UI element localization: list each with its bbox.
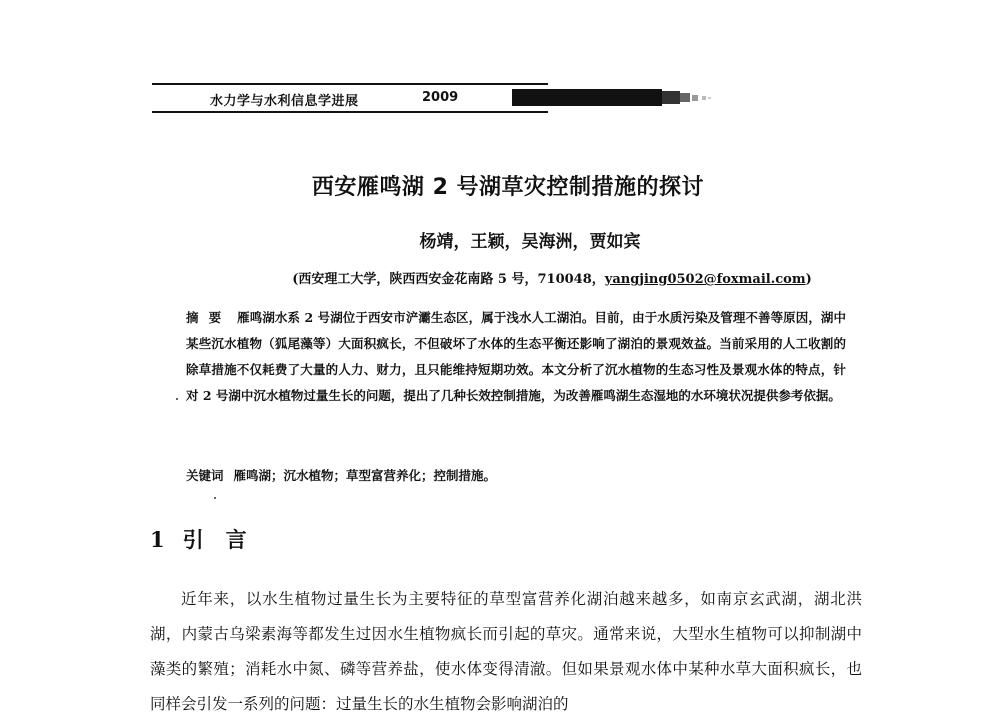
author-list-text: 杨靖，王颖，吴海洲，贾如宾 [419,232,641,252]
redacted-mark [512,86,712,108]
scan-speck [176,398,178,400]
section-heading [150,524,269,554]
body-paragraph: 近年来，以水生植物过量生长为主要特征的草型富营养化湖泊越来越多，如南京玄武湖，湖北洪湖，内蒙古乌梁素海等都发生过因水生植物疯长而引起的草灾。通常来说，大型水生植物可以抑制湖中藻类的繁殖；消耗水中氮、磷等营养盐，使水体变得清澈。但如果景观水体中某种水草大面积疯长，也同样会引发一系列的问题：过量生长的水生植物会影响湖泊的 [150,590,862,713]
keywords-text: 雁鸣湖；沉水植物；草型富营养化；控制措施。 [233,468,497,483]
keywords-label: 关键词 [186,468,224,483]
paper-title-text: 西安雁鸣湖 2 号湖草灾控制措施的探讨 [311,175,705,200]
abstract [186,305,846,409]
author-email: yangjing0502@foxmail.com [604,272,806,287]
paper-title [0,170,1000,201]
affiliation [0,268,1000,287]
scan-speck [214,497,216,499]
section-title: 引言 [182,527,269,552]
journal-year: 2009 [422,90,459,105]
header-rule-bottom [152,111,548,113]
keywords [186,466,496,484]
affiliation-text: (西安理工大学，陕西西安金花南路 5 号，710048， [292,272,605,287]
author-list [0,227,1000,252]
affiliation-line [266,272,812,287]
header-rule-top [152,83,548,85]
section-number: 1 [150,527,165,552]
abstract-text: 雁鸣湖水系 2 号湖位于西安市浐灞生态区，属于浅水人工湖泊。目前，由于水质污染及管理不善等原因，湖中某些沉水植物（狐尾藻等）大面积疯长，不但破坏了水体的生态平衡还影响了湖泊的景观效益。当前采用的人工收割的除草措施不仅耗费了大量的人力、财力，且只能维持短期功效。本文分析了沉水植物的生态习性及景观水体的特点，针对 2 号湖中沉水植物过量生长的问题，提出了几种长效控制措施，为改善雁鸣湖生态湿地的水环境状况提供参考依据。 [186,310,846,403]
abstract-label: 摘要 [186,310,232,325]
affiliation-close: ) [805,272,812,287]
journal-name: 水力学与水利信息学进展 [210,94,359,109]
